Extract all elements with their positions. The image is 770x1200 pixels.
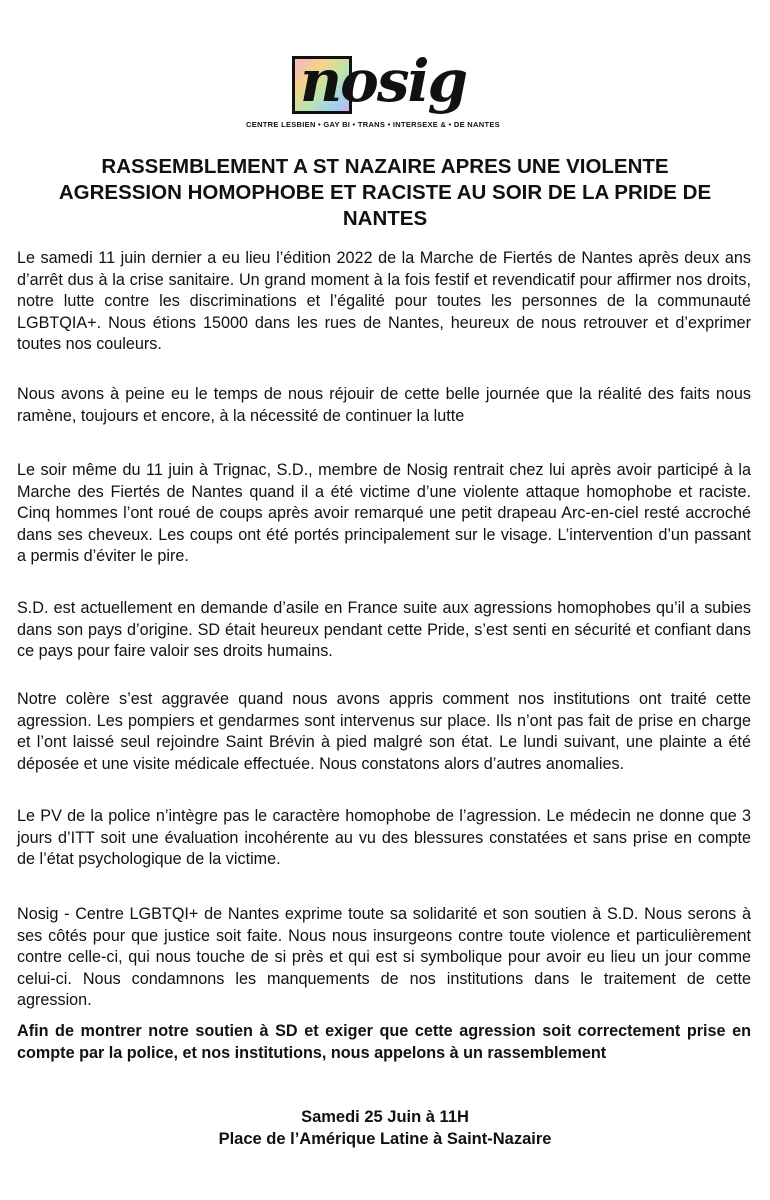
logo-tagline: CENTRE LESBIEN • GAY BI • TRANS • INTERSEXE & • DE NANTES [246,120,500,129]
paragraph-marche: Le samedi 11 juin dernier a eu lieu l’édition 2022 de la Marche de Fiertés de Nantes après deux ans d’arrêt dus à la crise sanitaire. Un grand moment à la fois festif et revendicatif pour affirmer nos droits, notre lutte contre les discriminations et l’égalité pour toutes les personnes de la communauté LGBTQIA+. Nous étions 15000 dans les rues de Nantes, heureux de nous retrouver et d’exprimer toutes nos couleurs. [17,249,751,353]
logo-wordmark: nosig [300,47,467,115]
nosig-logo [242,44,504,136]
paragraph-appel-rassemblement: Afin de montrer notre soutien à SD et exiger que cette agression soit correctement prise en compte par la police, et nos institutions, nous appelons à un rassemblement [17,1022,751,1062]
paragraph-realite: Nous avons à peine eu le temps de nous réjouir de cette belle journée que la réalité des faits nous ramène, toujours et encore, à la nécessité de continuer la lutte [17,385,751,425]
paragraph-institutions: Notre colère s’est aggravée quand nous avons appris comment nos institutions ont traité cette agression. Les pompiers et gendarmes sont intervenus sur place. Ils n’ont pas fait de prise en charge et l’ont laissé seul rejoindre Saint Brévin à pied malgré son état. Le lundi suivant, une plainte a été déposée et une visite médicale effectuée. Nous constatons alors d’autres anomalies. [17,690,751,773]
paragraph-agression: Le soir même du 11 juin à Trignac, S.D., membre de Nosig rentrait chez lui après avoir participé à la Marche des Fiertés de Nantes quand il a été victime d’une violente attaque homophobe et raciste. Cinq hommes l’ont roué de coups après avoir remarqué une petit drapeau Arc-en-ciel resté accroché dans ses cheveux. Les coups ont été portés principalement sur le visage. L’intervention d’un passant a permis d’éviter le pire. [17,461,751,565]
page-title: RASSEMBLEMENT A ST NAZAIRE APRES UNE VIOLENTE AGRESSION HOMOPHOBE ET RACISTE AU SOIR DE LA PRIDE DE NANTES [58,155,712,230]
paragraph-asile: S.D. est actuellement en demande d’asile en France suite aux agressions homophobes qu’il a subies dans son pays d’origine. SD était heureux pendant cette Pride, s’est senti en sécurité et confiant dans ce pays pour faire valoir ses droits humains. [17,599,751,660]
event-date: Samedi 25 Juin à 11H [301,1108,469,1126]
paragraph-pv-police: Le PV de la police n’intègre pas le caractère homophobe de l’agression. Le médecin ne donne que 3 jours d’ITT soit une évaluation incohérente au vu des blessures constatées et sans prise en compte de l’état psychologique de la victime. [17,807,751,868]
paragraph-solidarite: Nosig - Centre LGBTQI+ de Nantes exprime toute sa solidarité et son soutien à S.D. Nous serons à ses côtés pour que justice soit faite. Nous nous insurgeons contre toute violence et particulièrement contre celle-ci, qui nous touche de si près et qui est si symbolique pour avoir eu lieu un jour comme celui-ci. Nous condamnons les manquements de nos institutions dans le traitement de cette agression. [17,905,751,1009]
event-place: Place de l’Amérique Latine à Saint-Nazaire [218,1130,552,1148]
